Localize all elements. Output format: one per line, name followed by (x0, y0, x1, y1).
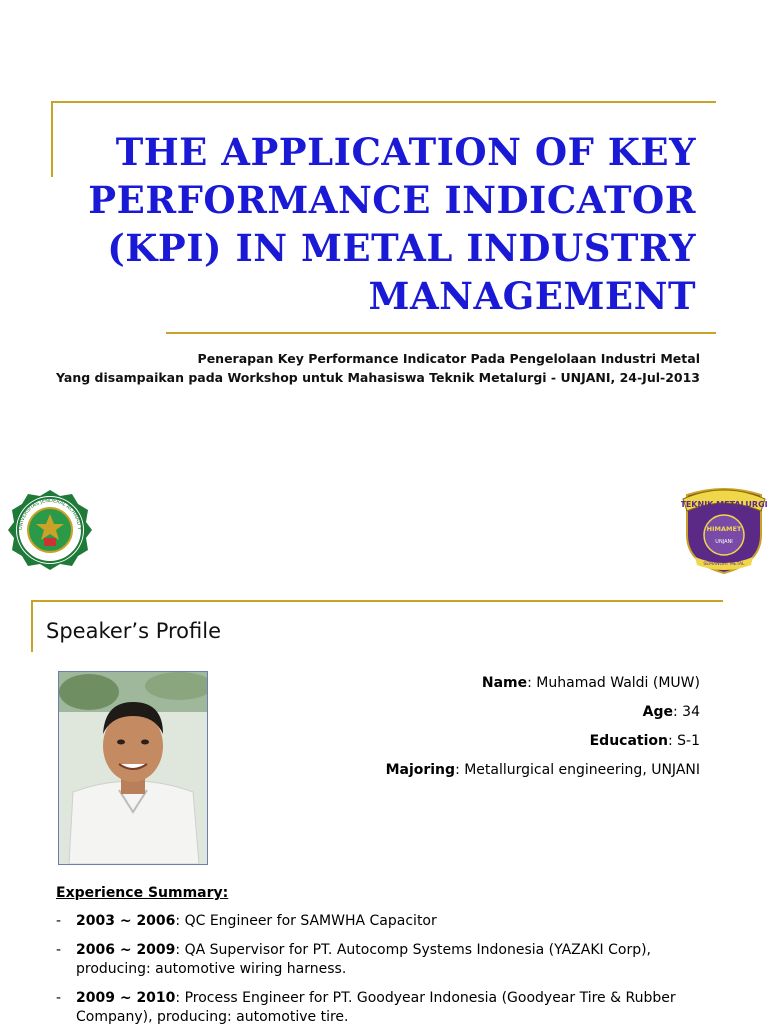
experience-period: 2009 ~ 2010 (76, 990, 176, 1006)
experience-item (56, 989, 716, 1027)
profile-age-value: : 34 (673, 704, 700, 720)
slide-title: THE APPLICATION OF KEY PERFORMANCE INDICATOR (KPI) IN METAL INDUSTRY MANAGEMENT (88, 130, 696, 318)
slide-subtitle-line2: Yang disampaikan pada Workshop untuk Mahasiswa Teknik Metalurgi - UNJANI, 24-Jul-2013 (56, 370, 700, 385)
speaker-profile-heading: Speaker’s Profile (46, 619, 222, 643)
profile-frame-top-line (31, 600, 723, 602)
seal-ring-text: UNIVERSITAS JENDERAL ACHMAD Y (17, 497, 83, 531)
profile-age-label: Age (642, 704, 674, 720)
profile-name-label: Name (481, 675, 528, 691)
bullet-dash: - (56, 913, 62, 929)
profile-education-row (590, 733, 700, 749)
bullet-dash: - (56, 990, 62, 1006)
profile-majoring-value: : Metallurgical engineering, UNJANI (455, 762, 700, 778)
profile-age-row (643, 704, 700, 720)
experience-text: : QC Engineer for SAMWHA Capacitor (175, 913, 437, 929)
profile-name-row (482, 675, 700, 691)
experience-text: : Process Engineer for PT. Goodyear Indonesia (Goodyear Tire & Rubber Company), producing: automotive tire. (76, 990, 676, 1025)
badge-mid-text: UNJANI (715, 539, 733, 545)
badge-bottom-text: SEMANGAT METAL (703, 562, 745, 567)
title-frame-bottom-line (166, 332, 716, 334)
bullet-dash: - (56, 942, 62, 958)
university-seal-logo (8, 488, 92, 572)
badge-center-text: HIMAMET (706, 525, 742, 533)
profile-education-label: Education (589, 733, 668, 749)
experience-item (56, 912, 716, 931)
experience-period: 2003 ~ 2006 (76, 913, 176, 929)
title-frame-top-line (51, 101, 716, 103)
experience-item (56, 941, 716, 979)
badge-top-text: TEKNIK METALURGI (681, 500, 767, 509)
experience-period: 2006 ~ 2009 (76, 942, 176, 958)
profile-majoring-label: Majoring (385, 762, 456, 778)
speaker-photo (58, 671, 208, 865)
title-frame-left-line (51, 101, 53, 177)
profile-name-value: : Muhamad Waldi (MUW) (527, 675, 700, 691)
profile-education-value: : S-1 (667, 733, 700, 749)
experience-text: : QA Supervisor for PT. Autocomp Systems Indonesia (YAZAKI Corp), producing: automotive wiring harness. (76, 942, 651, 977)
profile-majoring-row (386, 762, 700, 778)
profile-frame-left-line (31, 600, 33, 652)
himamet-badge-logo (681, 485, 767, 575)
experience-heading: Experience Summary: (56, 885, 229, 901)
slide-subtitle-line1: Penerapan Key Performance Indicator Pada Pengelolaan Industri Metal (197, 351, 700, 366)
